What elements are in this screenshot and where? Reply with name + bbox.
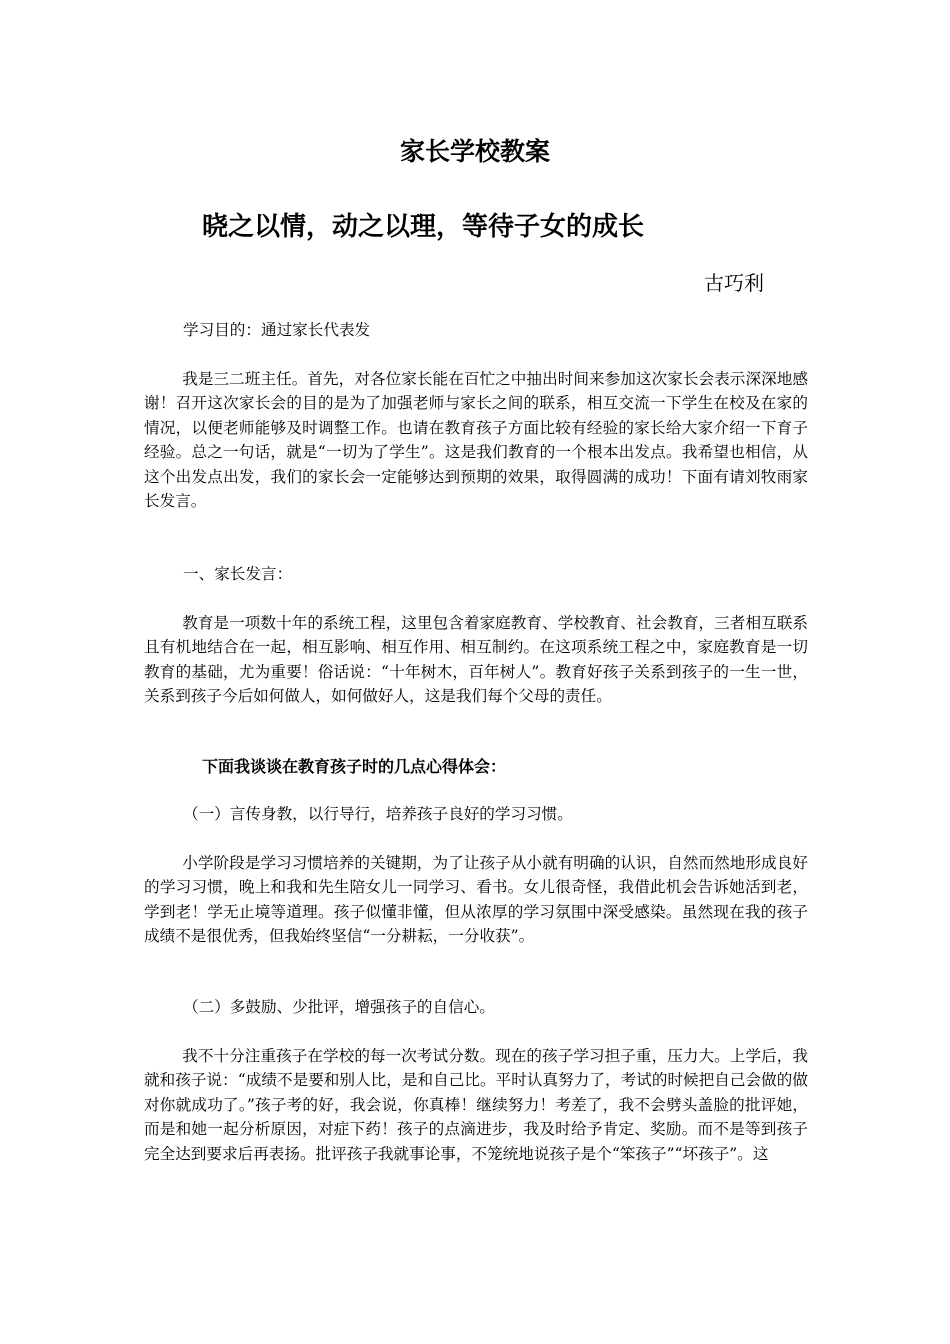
document-title: 家长学校教案 bbox=[399, 137, 550, 166]
education-paragraph: 教育是一项数十年的系统工程，这里包含着家庭教育、学校教育、社会教育，三者相互联系且有机地结合在一起，相互影响、相互作用、相互制约。在这项系统工程之中，家庭教育是一切教育的基础，尤为重要！俗话说：“十年树木，百年树人”。教育好孩子关系到孩子的一生一世，关系到孩子今后如何做人，如何做好人，这是我们每个父母的责任。 bbox=[144, 614, 808, 706]
point-one-paragraph: 小学阶段是学习习惯培养的关键期，为了让孩子从小就有明确的认识，自然而然地形成良好的学习习惯，晚上和我和先生陪女儿一同学习、看书。女儿很奇怪，我借此机会告诉她活到老，学到老！学无止境等道理。孩子似懂非懂，但从浓厚的学习氛围中深受感染。虽然现在我的孩子成绩不是很优秀，但我始终坚信“一分耕耘，一分收获”。 bbox=[144, 854, 808, 946]
point-two-paragraph: 我不十分注重孩子在学校的每一次考试分数。现在的孩子学习担子重，压力大。上学后，我就和孩子说：“成绩不是要和别人比，是和自己比。平时认真努力了，考试的时候把自己会做的做对你就成功了。”孩子考的好，我会说，你真棒！继续努力！考差了，我不会劈头盖脸的批评她，而是和她一起分析原因，对症下药！孩子的点滴进步，我及时给予肯定、奖励。而不是等到孩子完全达到要求后再表扬。批评孩子我就事论事，不笼统地说孩子是个“笨孩子”“坏孩子”。这 bbox=[144, 1047, 808, 1163]
learning-purpose: 学习目的：通过家长代表发 bbox=[183, 321, 371, 339]
experience-heading: 下面我谈谈在教育孩子时的几点心得体会： bbox=[202, 757, 507, 776]
intro-paragraph: 我是三二班主任。首先，对各位家长能在百忙之中抽出时间来参加这次家长会表示深深地感谢！召开这次家长会的目的是为了加强老师与家长之间的联系，相互交流一下学生在校及在家的情况，以便老师能够及时调整工作。也请在教育孩子方面比较有经验的家长给大家介绍一下育子经验。总之一句话，就是“一切为了学生”。这是我们教育的一个根本出发点。我希望也相信，从这个出发点出发，我们的家长会一定能够达到预期的效果，取得圆满的成功！下面有请刘牧雨家长发言。 bbox=[144, 370, 808, 511]
document-subtitle: 晓之以情，动之以理，等待子女的成长 bbox=[202, 212, 645, 242]
section-heading-parent-speech: 一、家长发言： bbox=[183, 565, 293, 583]
author-name: 古巧利 bbox=[704, 271, 764, 295]
point-two-heading: （二）多鼓励、少批评，增强孩子的自信心。 bbox=[183, 998, 495, 1016]
point-one-heading: （一）言传身教，以行导行，培养孩子良好的学习习惯。 bbox=[183, 805, 573, 823]
